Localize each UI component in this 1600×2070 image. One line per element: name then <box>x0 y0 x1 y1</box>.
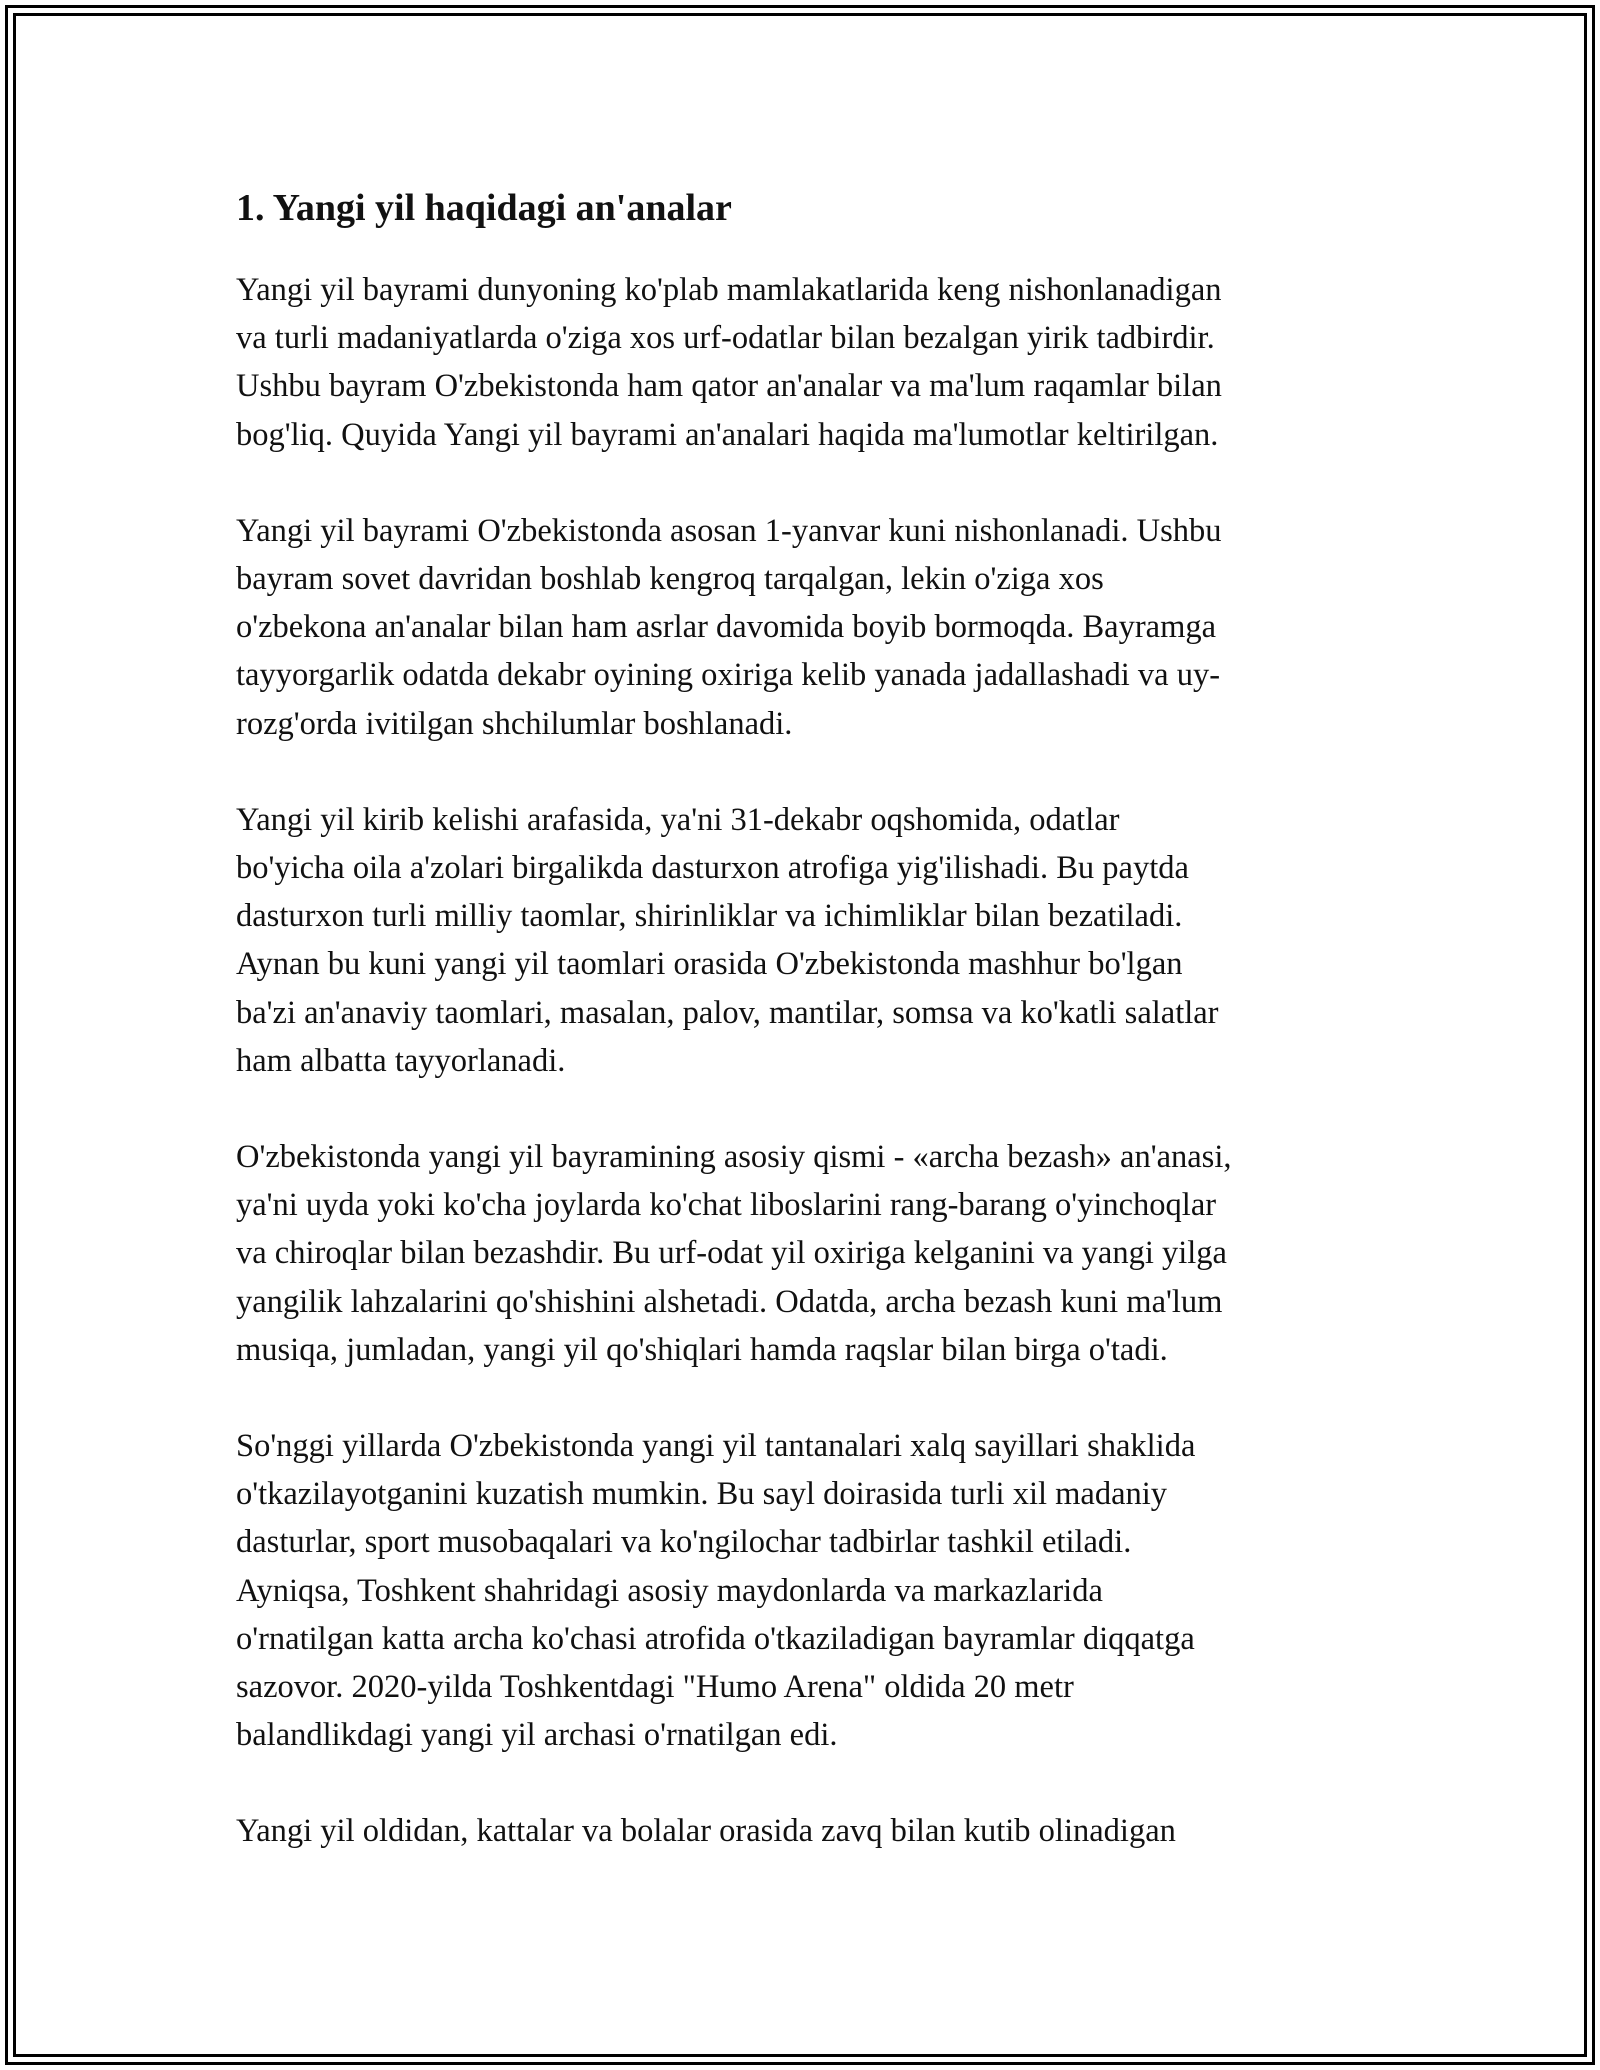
text-line: Yangi yil oldidan, kattalar va bolalar orasida zavq bilan kutib olinadigan <box>236 1813 1176 1850</box>
text-line: dasturxon turli milliy taomlar, shirinliklar va ichimliklar bilan bezatiladi. <box>236 898 1183 935</box>
text-line: ham albatta tayyorlanadi. <box>236 1042 566 1079</box>
text-line: yangilik lahzalarini qo'shishini alshetadi. Odatda, archa bezash kuni ma'lum <box>236 1283 1223 1320</box>
text-line: ba'zi an'anaviy taomlari, masalan, palov, mantilar, somsa va ko'katli salatlar <box>236 994 1219 1031</box>
paragraph-new-year-eve <box>236 796 1366 1085</box>
text-line: rozg'orda ivitilgan shchilumlar boshlanadi. <box>236 705 793 742</box>
text-line: bo'yicha oila a'zolari birgalikda dasturxon atrofiga yig'ilishadi. Bu paytda <box>236 850 1189 887</box>
text-line: o'tkazilayotganini kuzatish mumkin. Bu sayl doirasida turli xil madaniy <box>236 1476 1168 1513</box>
text-line: ya'ni uyda yoki ko'cha joylarda ko'chat liboslarini rang-barang o'yinchoqlar <box>236 1187 1217 1224</box>
paragraph-intro <box>236 266 1366 459</box>
text-line: o'rnatilgan katta archa ko'chasi atrofida o'tkaziladigan bayramlar diqqatga <box>236 1620 1195 1657</box>
text-line: bog'liq. Quyida Yangi yil bayrami an'analari haqida ma'lumotlar keltirilgan. <box>236 416 1219 453</box>
text-line: Yangi yil bayrami dunyoning ko'plab mamlakatlarida keng nishonlanadigan <box>236 272 1222 308</box>
text-line: Ayniqsa, Toshkent shahridagi asosiy maydonlarda va markazlarida <box>236 1572 1103 1609</box>
document-body <box>236 186 1366 1904</box>
paragraph-celebration-date <box>236 507 1366 748</box>
section-heading: 1. Yangi yil haqidagi an'analar <box>236 187 732 229</box>
text-line: musiqa, jumladan, yangi yil qo'shiqlari hamda raqslar bilan birga o'tadi. <box>236 1331 1168 1368</box>
text-line: Aynan bu kuni yangi yil taomlari orasida O'zbekistonda mashhur bo'lgan <box>236 946 1183 983</box>
text-line: Ushbu bayram O'zbekistonda ham qator an'analar va ma'lum raqamlar bilan <box>236 368 1222 405</box>
text-line: va chiroqlar bilan bezashdir. Bu urf-odat yil oxiriga kelganini va yangi yilga <box>236 1235 1227 1272</box>
text-line: dasturlar, sport musobaqalari va ko'ngilochar tadbirlar tashkil etiladi. <box>236 1524 1132 1561</box>
text-line: va turli madaniyatlarda o'ziga xos urf-odatlar bilan bezalgan yirik tadbirdir. <box>236 320 1215 357</box>
text-line: balandlikdagi yangi yil archasi o'rnatilgan edi. <box>236 1717 838 1754</box>
text-line: tayyorgarlik odatda dekabr oyining oxiriga kelib yanada jadallashadi va uy- <box>236 657 1221 694</box>
text-line: o'zbekona an'analar bilan ham asrlar davomida boyib bormoqda. Bayramga <box>236 609 1217 646</box>
text-line: Yangi yil bayrami O'zbekistonda asosan 1-yanvar kuni nishonlanadi. Ushbu <box>236 512 1222 549</box>
paragraph-tree-decorating <box>236 1133 1366 1374</box>
paragraph-before-new-year <box>236 1807 1366 1855</box>
text-line: bayram sovet davridan boshlab kengroq tarqalgan, lekin o'ziga xos <box>236 561 1104 598</box>
text-line: O'zbekistonda yangi yil bayramining asosiy qismi - «archa bezash» an'anasi, <box>236 1139 1232 1176</box>
text-line: Yangi yil kirib kelishi arafasida, ya'ni 31-dekabr oqshomida, odatlar <box>236 801 1120 838</box>
text-line: So'nggi yillarda O'zbekistonda yangi yil tantanalari xalq sayillari shaklida <box>236 1428 1196 1465</box>
paragraph-public-festivities <box>236 1422 1366 1759</box>
text-line: sazovor. 2020-yilda Toshkentdagi "Humo Arena" oldida 20 metr <box>236 1669 1074 1706</box>
